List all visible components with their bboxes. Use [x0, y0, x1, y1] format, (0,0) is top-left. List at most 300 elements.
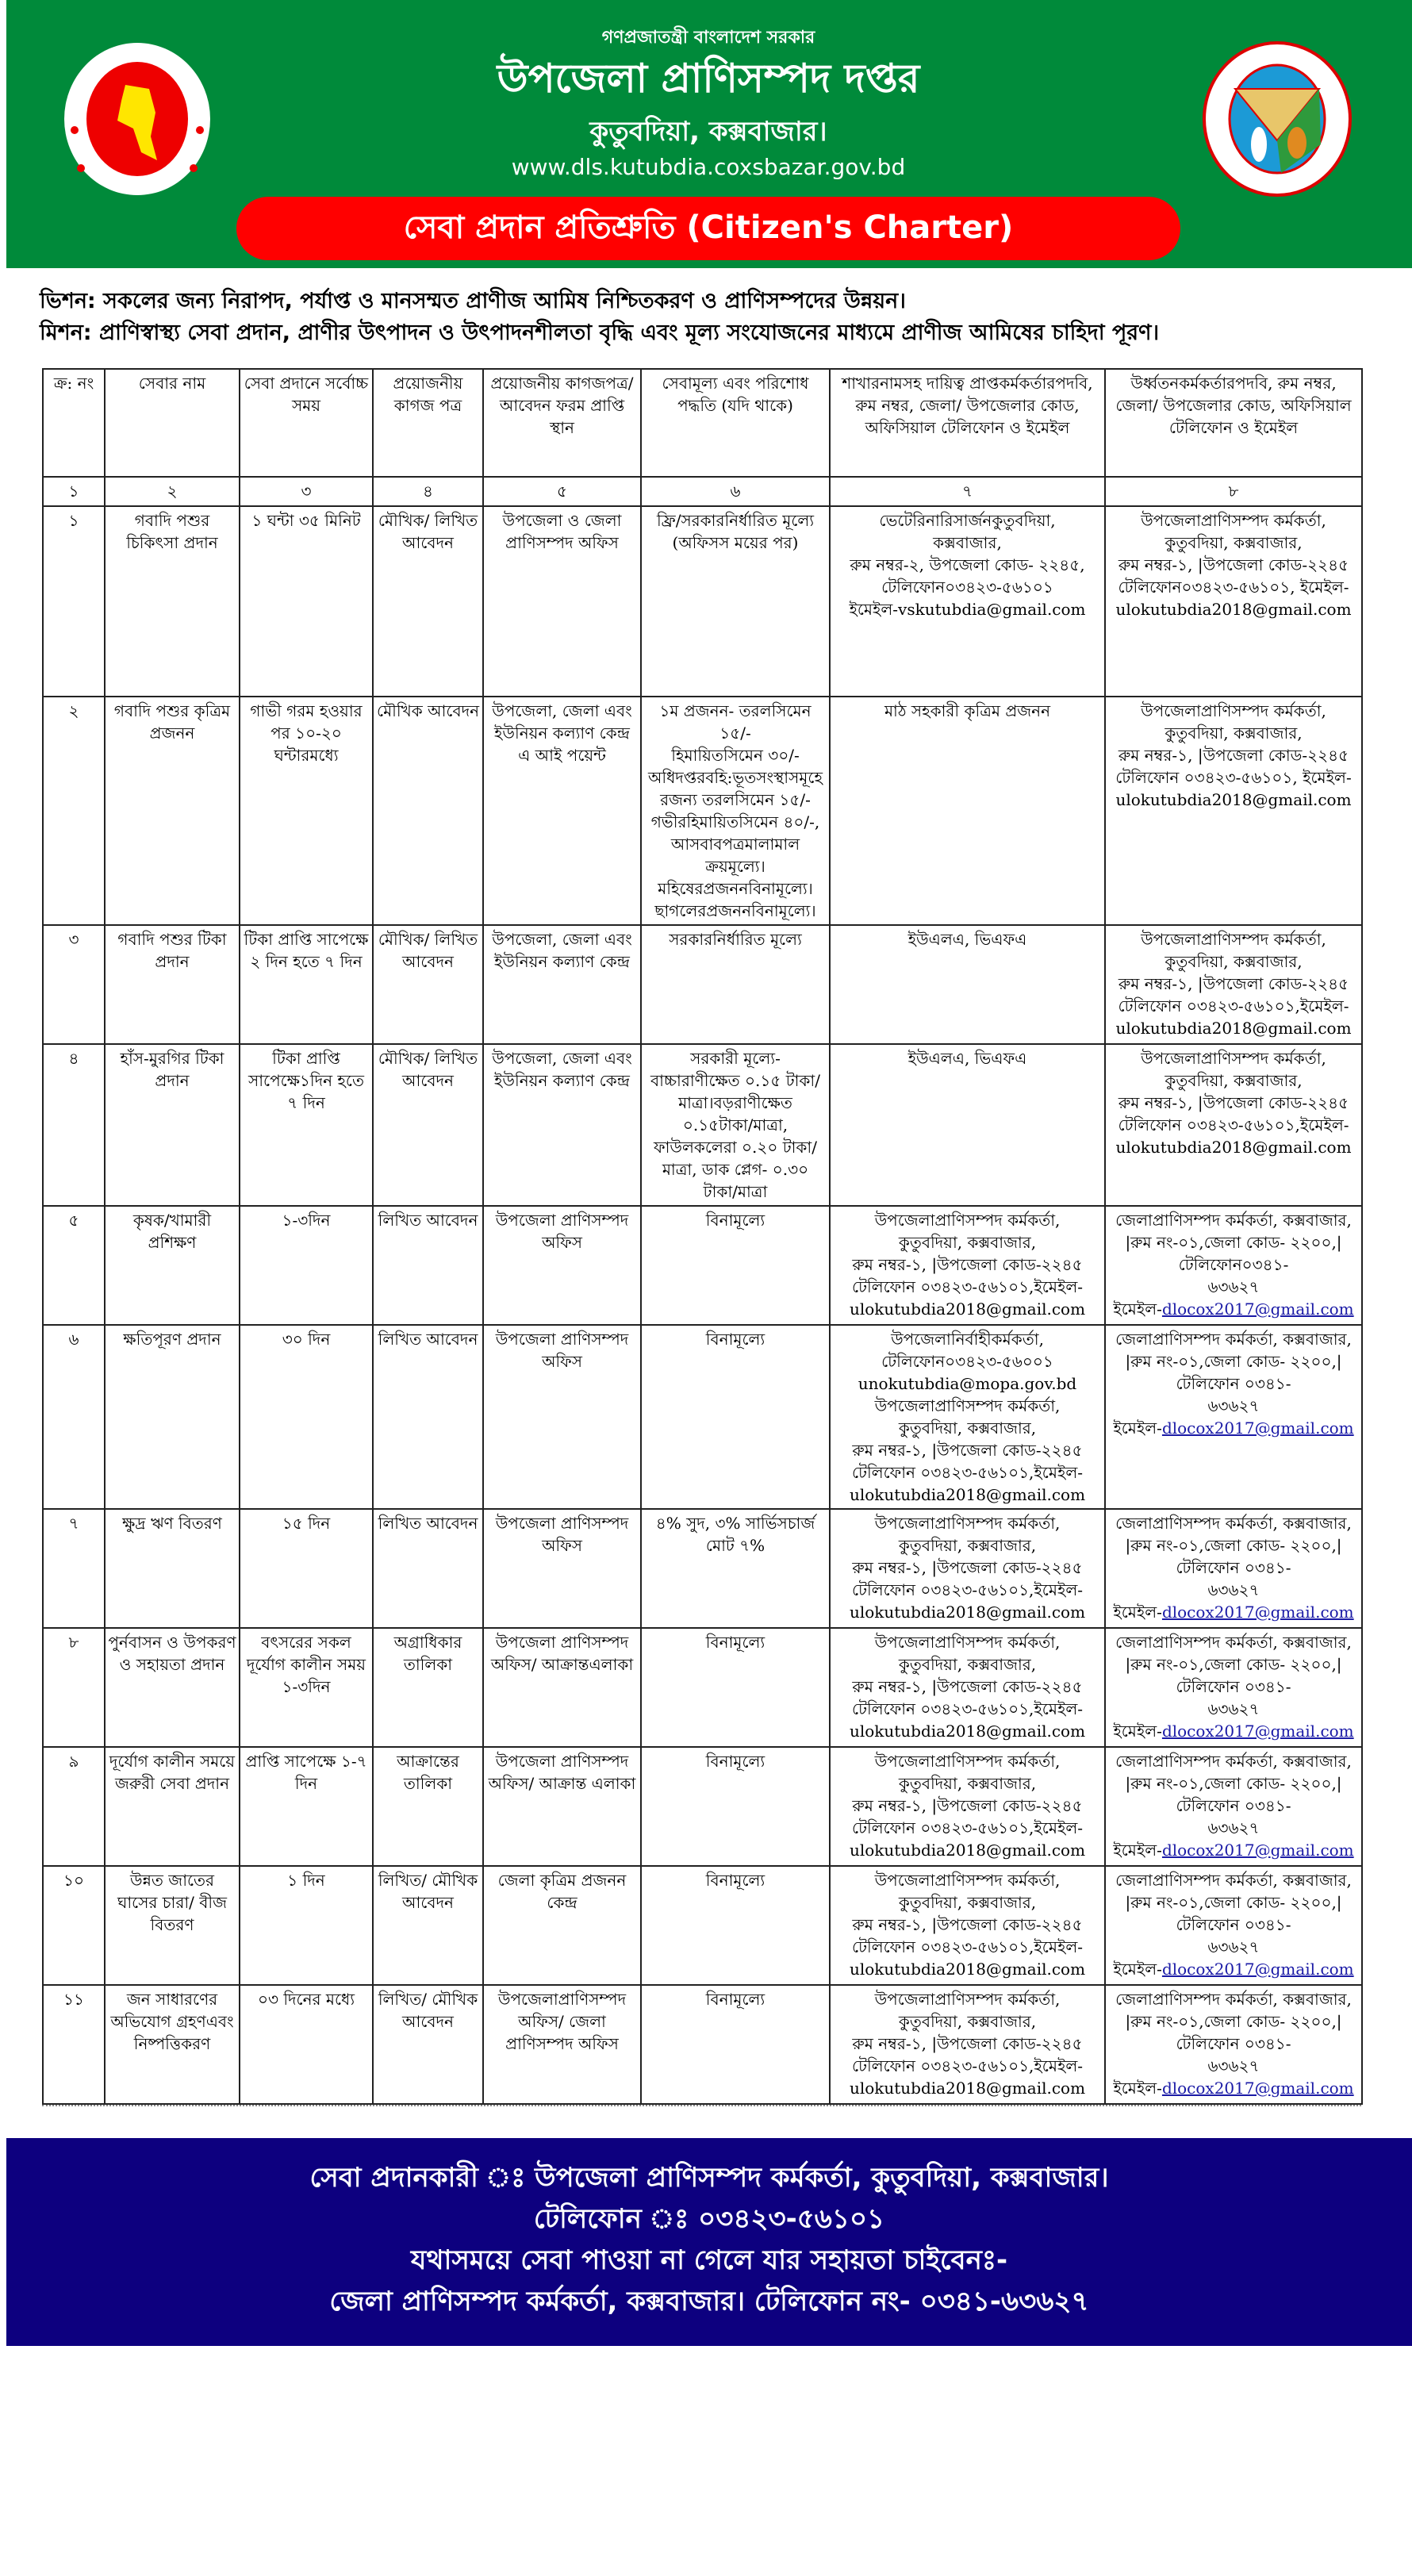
service-provider: সেবা প্রদানকারী ঃ উপজেলা প্রাণিসম্পদ কর্মকর্তা, কুতুবদিয়া, কক্সবাজার। [309, 2162, 1109, 2194]
cell-text: লিখিত আবেদন [378, 1514, 478, 1533]
cell-text: ১ম প্রজনন- তরলসিমেন ১৫/- [659, 701, 812, 743]
serial-cell [43, 1206, 105, 1325]
cell-text: লিখিত আবেদন [378, 1330, 478, 1349]
vision-text: ভিশন: সকলের জন্য নিরাপদ, পর্যাপ্ত ও মানসম্মত প্রাণীজ আমিষ নিশ্চিতকরণ ও প্রাণিসম্পদের উন্নয়ন। [40, 289, 906, 313]
cell-text: ইমেইল- [1113, 1722, 1162, 1741]
cell-text: কুতুবদিয়া, কক্সবাজার, [898, 1893, 1037, 1912]
cell-text: উন্নত জাতের ঘাসের চারা/ বীজ বিতরণ [117, 1871, 227, 1934]
email-link[interactable]: dlocox2017@gmail.com [1161, 1722, 1354, 1741]
cell-text: ইউএলএ, ভিএফএ [907, 1049, 1027, 1068]
cell-text: উপজেলা প্রাণিসম্পদ অফিস [495, 1330, 629, 1371]
application-location-cell [483, 1509, 641, 1628]
cell-text: লিখিত/ মৌখিক আবেদন [378, 1990, 478, 2031]
cell-text: কক্সবাজার, [933, 533, 1002, 552]
cell-text: unokutubdia@mopa.gov.bd [858, 1374, 1077, 1393]
cell-text: রুম নম্বর-১, |উপজেলা কোড-২২৪৫ [1118, 1093, 1349, 1112]
required-documents-cell [373, 1509, 483, 1628]
required-documents-cell [373, 506, 483, 697]
cell-text: রুম নম্বর-১, |উপজেলা কোড-২২৪৫ [852, 1441, 1083, 1460]
responsible-officer-cell [830, 1628, 1105, 1747]
service-name-cell [105, 1866, 240, 1985]
cell-text: উপজেলাপ্রাণিসম্পদ কর্মকর্তা, [874, 1990, 1061, 2009]
cell-text: বিনামূল্যে [705, 1871, 765, 1890]
cell-text: ৬৩৬২৭ [1207, 1699, 1260, 1718]
column-number: ১ [43, 477, 105, 506]
application-location-cell [483, 1325, 641, 1509]
cell-text: হিমায়িতসিমেন ৩০/- [671, 746, 800, 765]
serial-cell [43, 1628, 105, 1747]
max-time-cell [240, 1985, 373, 2104]
cell-line [1108, 1298, 1359, 1320]
cell-text: ulokutubdia2018@gmail.com [849, 1485, 1086, 1504]
cell-text: |রুম নং-০১,জেলা কোড- ২২০০,|টেলিফোন ০৩৪১- [1125, 1536, 1342, 1577]
application-location-cell [483, 1206, 641, 1325]
cell-text: ১১ [63, 1990, 84, 2009]
cell-text: ৬ [68, 1330, 79, 1349]
cell-text: উপজেলাপ্রাণিসম্পদ কর্মকর্তা, [874, 1752, 1061, 1771]
cell-text: পুর্নবাসন ও উপকরণ ও সহায়তা প্রদান [108, 1633, 236, 1674]
cell-text: টিকা প্রাপ্তি সাপেক্ষে ২ দিন হতে ৭ দিন [244, 930, 369, 971]
cell-text: ulokutubdia2018@gmail.com [1115, 790, 1352, 809]
cell-text: ইউএলএ, ভিএফএ [907, 930, 1027, 949]
serial-cell [43, 1985, 105, 2104]
cell-line [1108, 1958, 1359, 1980]
cell-text: উপজেলাপ্রাণিসম্পদ কর্মকর্তা, [1141, 511, 1326, 530]
cell-text: ইমেইল- [1113, 1841, 1162, 1860]
supervisor-officer-cell [1105, 697, 1362, 925]
supervisor-officer-cell [1105, 506, 1362, 697]
cell-line [1108, 2077, 1359, 2099]
email-link[interactable]: dlocox2017@gmail.com [1161, 1419, 1354, 1438]
cell-text: টেলিফোন ০৩৪২৩-৫৬১০১, ইমেইল- [1115, 768, 1352, 787]
cell-text: উপজেলাপ্রাণিসম্পদ কর্মকর্তা, [1141, 701, 1326, 720]
required-documents-cell [373, 1044, 483, 1206]
cell-text: উপজেলা প্রাণিসম্পদ অফিস [495, 1211, 629, 1252]
email-link[interactable]: dlocox2017@gmail.com [1161, 1603, 1354, 1622]
application-location-cell [483, 1985, 641, 2104]
cell-text: ১ ঘন্টা ৩৫ মিনিট [251, 511, 361, 530]
cell-text: বিনামূল্যে [705, 1752, 765, 1771]
serial-cell [43, 925, 105, 1044]
cell-text: ১ [68, 511, 79, 530]
required-documents-cell [373, 1747, 483, 1866]
cell-text: রুম নম্বর-১, |উপজেলা কোড-২২৪৫ [852, 1677, 1083, 1696]
cell-text: |রুম নং-০১,জেলা কোড- ২২০০,|টেলিফোন ০৩৪১- [1125, 2012, 1342, 2053]
service-name-cell [105, 1325, 240, 1509]
cell-text: মাঠ সহকারী কৃত্রিম প্রজনন [884, 701, 1051, 720]
cell-text: টেলিফোন ০৩৪২৩-৫৬১০১,ইমেইল- [851, 1937, 1084, 1956]
email-link[interactable]: dlocox2017@gmail.com [1161, 1841, 1354, 1860]
cell-text: কুতুবদিয়া, কক্সবাজার, [898, 1655, 1037, 1674]
cell-text: |রুম নং-০১,জেলা কোড- ২২০০,|টেলিফোন ০৩৪১- [1125, 1774, 1342, 1815]
max-time-cell [240, 1628, 373, 1747]
email-link[interactable]: dlocox2017@gmail.com [1161, 1300, 1354, 1319]
column-header-7: শাখারনামসহ দায়িত্ব প্রাপ্তকর্মকর্তারপদবি, রুম নম্বর, জেলা/ উপজেলার কোড, অফিসিয়াল টেলিফোন ও ইমেইল [830, 369, 1105, 477]
cell-text: ulokutubdia2018@gmail.com [849, 1960, 1086, 1979]
responsible-officer-cell [830, 697, 1105, 925]
serial-cell [43, 1509, 105, 1628]
table-row [43, 1985, 1362, 2104]
application-location-cell [483, 1044, 641, 1206]
cell-text: বিনামূল্যে [705, 1330, 765, 1349]
application-location-cell [483, 1866, 641, 1985]
column-number: ৮ [1105, 477, 1362, 506]
provider-phone: টেলিফোন ঃ ০৩৪২৩-৫৬১০১ [533, 2203, 885, 2235]
service-name-cell [105, 1747, 240, 1866]
required-documents-cell [373, 1206, 483, 1325]
cell-text: বিনামূল্যে [705, 1211, 765, 1230]
cell-text: লিখিত আবেদন [378, 1211, 478, 1230]
cell-line [1108, 1839, 1359, 1861]
cell-text: ৬৩৬২৭ [1207, 1277, 1260, 1296]
cell-text: ফ্রি/সরকারনির্ধারিত মূল্যে (অফিসস ময়ের পর) [656, 511, 815, 552]
cell-text: কুতুবদিয়া, কক্সবাজার, [1165, 724, 1303, 743]
cell-text: জেলাপ্রাণিসম্পদ কর্মকর্তা, কক্সবাজার, [1115, 1633, 1352, 1652]
table-row [43, 1628, 1362, 1747]
cell-text: ১০ [63, 1871, 84, 1890]
cell-text: ৪% সুদ, ৩% সার্ভিসচার্জ মোট ৭% [655, 1514, 815, 1555]
service-charter-table [42, 368, 1363, 2105]
required-documents-cell [373, 1325, 483, 1509]
cell-text: উপজেলাপ্রাণিসম্পদ কর্মকর্তা, [874, 1871, 1061, 1890]
max-time-cell [240, 1747, 373, 1866]
cell-text: ulokutubdia2018@gmail.com [849, 1300, 1086, 1319]
responsible-officer-cell [830, 1866, 1105, 1985]
column-header-2: সেবার নাম [105, 369, 240, 477]
serial-cell [43, 697, 105, 925]
responsible-officer-cell [830, 1325, 1105, 1509]
service-name-cell [105, 506, 240, 697]
cell-text: ulokutubdia2018@gmail.com [849, 1603, 1086, 1622]
required-documents-cell [373, 697, 483, 925]
escalation-note: যথাসময়ে সেবা পাওয়া না গেলে যার সহায়তা চাইবেনঃ- [410, 2244, 1008, 2276]
column-number: ৬ [641, 477, 830, 506]
supervisor-officer-cell [1105, 1747, 1362, 1866]
cell-text: রুম নম্বর-১, |উপজেলা কোড-২২৪৫ [1118, 746, 1349, 765]
cell-text: ৮ [68, 1633, 79, 1652]
footer-banner [6, 2138, 1412, 2346]
cell-text: টেলিফোন ০৩৪২৩-৫৬১০১,ইমেইল- [851, 1699, 1084, 1718]
table-row [43, 506, 1362, 697]
service-name-cell [105, 1509, 240, 1628]
cell-line [1108, 1601, 1359, 1623]
bangladesh-government-seal-logo [62, 41, 213, 197]
cell-text: ৪ [68, 1049, 79, 1068]
government-name: গণপ্রজাতন্ত্রী বাংলাদেশ সরকার [601, 28, 815, 48]
cell-text: কৃষক/খামারী প্রশিক্ষণ [132, 1211, 212, 1252]
supervisor-officer-cell [1105, 925, 1362, 1044]
cell-text: উপজেলাপ্রাণিসম্পদ কর্মকর্তা, [1141, 930, 1326, 949]
responsible-officer-cell [830, 1044, 1105, 1206]
cell-text: ৫ [68, 1211, 79, 1230]
cell-text: উপজেলা, জেলা এবং ইউনিয়ন কল্যাণ কেন্দ্র [492, 1049, 632, 1090]
cell-text: অগ্রাধিকার তালিকা [393, 1633, 462, 1674]
cell-text: ৬৩৬২৭ [1207, 1396, 1260, 1415]
column-header-8: উর্ধ্বতনকর্মকর্তারপদবি, রুম নম্বর, জেলা/ উপজেলার কোড, অফিসিয়াল টেলিফোন ও ইমেইল [1105, 369, 1362, 477]
cell-text: কুতুবদিয়া, কক্সবাজার, [1165, 533, 1303, 552]
service-fee-cell [641, 1985, 830, 2104]
cell-text: জেলাপ্রাণিসম্পদ কর্মকর্তা, কক্সবাজার, [1115, 1211, 1352, 1230]
cell-text: ভেটেরিনারিসার্জনকুতুবদিয়া, [879, 511, 1056, 530]
max-time-cell [240, 1044, 373, 1206]
service-fee-cell [641, 697, 830, 925]
cell-text: ইমেইল- [1113, 2079, 1162, 2098]
cell-text: ক্ষুদ্র ঋণ বিতরণ [122, 1514, 222, 1533]
max-time-cell [240, 506, 373, 697]
max-time-cell [240, 1866, 373, 1985]
cell-line [1108, 1720, 1359, 1742]
cell-text: সরকারনির্ধারিত মূল্যে [669, 930, 802, 949]
table-row [43, 1747, 1362, 1866]
responsible-officer-cell [830, 1509, 1105, 1628]
column-header-1: ক্র: নং [43, 369, 105, 477]
cell-text: ১৫ দিন [282, 1514, 331, 1533]
email-link[interactable]: dlocox2017@gmail.com [1161, 2079, 1354, 2098]
cell-text: আক্রান্তের তালিকা [397, 1752, 459, 1793]
cell-text: ৬৩৬২৭ [1207, 2056, 1260, 2075]
cell-text: টেলিফোন০৩৪২৩-৫৬০০১ [881, 1352, 1053, 1371]
supervisor-officer-cell [1105, 1866, 1362, 1985]
cell-text: উপজেলানির্বাহীকর্মকর্তা, [891, 1330, 1044, 1349]
cell-text: ইমেইল- [1113, 1960, 1162, 1979]
supervisor-officer-cell [1105, 1509, 1362, 1628]
livestock-department-logo [1202, 41, 1353, 197]
cell-text: লিখিত/ মৌখিক আবেদন [378, 1871, 478, 1912]
cell-text: উপজেলা প্রাণিসম্পদ অফিস [495, 1514, 629, 1555]
responsible-officer-cell [830, 506, 1105, 697]
cell-text: ৬৩৬২৭ [1207, 1580, 1260, 1599]
column-number: ৫ [483, 477, 641, 506]
cell-text: উপজেলাপ্রাণিসম্পদ কর্মকর্তা, [874, 1514, 1061, 1533]
required-documents-cell [373, 925, 483, 1044]
cell-text: ulokutubdia2018@gmail.com [1115, 1019, 1352, 1038]
max-time-cell [240, 1509, 373, 1628]
max-time-cell [240, 1206, 373, 1325]
cell-text: বিনামূল্যে [705, 1990, 765, 2009]
cell-text: টেলিফোন ০৩৪২৩-৫৬১০১,ইমেইল- [1118, 996, 1349, 1015]
cell-text: ১-৩দিন [282, 1211, 331, 1230]
responsible-officer-cell [830, 1206, 1105, 1325]
cell-text: কুতুবদিয়া, কক্সবাজার, [898, 1419, 1037, 1438]
cell-text: মৌখিক/ লিখিত আবেদন [378, 930, 478, 971]
cell-text: রুম নম্বর-১, |উপজেলা কোড-২২৪৫ [852, 1915, 1083, 1934]
cell-text: হাঁস-মুরগির টিকা প্রদান [120, 1049, 224, 1090]
cell-text: উপজেলাপ্রাণিসম্পদ কর্মকর্তা, [874, 1211, 1061, 1230]
cell-text: |রুম নং-০১,জেলা কোড- ২২০০,|টেলিফোন ০৩৪১- [1125, 1655, 1342, 1696]
cell-text: কুতুবদিয়া, কক্সবাজার, [898, 1536, 1037, 1555]
cell-text: উপজেলাপ্রাণিসম্পদ কর্মকর্তা, [1141, 1049, 1326, 1068]
cell-text: রুম নম্বর-১, |উপজেলা কোড-২২৪৫ [852, 1796, 1083, 1815]
cell-text: জেলাপ্রাণিসম্পদ কর্মকর্তা, কক্সবাজার, [1115, 1871, 1352, 1890]
cell-text: ইমেইল-vskutubdia@gmail.com [849, 600, 1086, 619]
cell-line [1108, 1417, 1359, 1439]
max-time-cell [240, 925, 373, 1044]
cell-text: টেলিফোন০৩৪২৩-৫৬১০১, ইমেইল- [1118, 578, 1349, 597]
cell-text: কুতুবদিয়া, কক্সবাজার, [1165, 1071, 1303, 1090]
required-documents-cell [373, 1985, 483, 2104]
cell-text: টেলিফোন ০৩৪২৩-৫৬১০১,ইমেইল- [851, 1818, 1084, 1837]
service-fee-cell [641, 506, 830, 697]
service-name-cell [105, 1206, 240, 1325]
service-fee-cell [641, 1325, 830, 1509]
serial-cell [43, 1747, 105, 1866]
cell-text: টেলিফোন ০৩৪২৩-৫৬১০১,ইমেইল- [851, 1580, 1084, 1599]
cell-text: উপজেলাপ্রাণিসম্পদ অফিস/ জেলা প্রাণিসম্পদ অফিস [497, 1990, 627, 2053]
cell-text: টেলিফোন০৩৪২৩-৫৬১০১ [881, 578, 1053, 597]
cell-text: ৬৩৬২৭ [1207, 1937, 1260, 1956]
cell-text: উপজেলা ও জেলা প্রাণিসম্পদ অফিস [502, 511, 622, 552]
cell-text: রুম নম্বর-১, |উপজেলা কোড-২২৪৫ [1118, 974, 1349, 993]
citizen-charter-title: সেবা প্রদান প্রতিশ্রুতি (Citizen's Charter) [236, 197, 1180, 260]
column-number: ৪ [373, 477, 483, 506]
cell-text: টেলিফোন ০৩৪২৩-৫৬১০১,ইমেইল- [851, 2056, 1084, 2075]
application-location-cell [483, 1628, 641, 1747]
service-fee-cell [641, 1206, 830, 1325]
cell-text: উপজেলা প্রাণিসম্পদ অফিস/ আক্রান্তএলাকা [490, 1633, 634, 1674]
cell-text: ৭ [68, 1514, 79, 1533]
column-header-3: সেবা প্রদানে সর্বোচ্চ সময় [240, 369, 373, 477]
cell-text: দূর্যোগ কালীন সময়ে জরুরী সেবা প্রদান [109, 1752, 236, 1793]
email-link[interactable]: dlocox2017@gmail.com [1161, 1960, 1354, 1979]
column-number: ৭ [830, 477, 1105, 506]
service-fee-cell [641, 1747, 830, 1866]
application-location-cell [483, 1747, 641, 1866]
cell-text: ১ দিন [287, 1871, 325, 1890]
cell-text: মৌখিক/ লিখিত আবেদন [378, 511, 478, 552]
table-bottom-divider [42, 2105, 1361, 2106]
serial-cell [43, 1866, 105, 1985]
supervisor-officer-cell [1105, 1628, 1362, 1747]
mission-text: মিশন: প্রাণিস্বাস্থ্য সেবা প্রদান, প্রাণীর উৎপাদন ও উৎপাদনশীলতা বৃদ্ধি এবং মূল্য সংযোজনের মাধ্যমে প্রাণীজ আমিষের চাহিদা পূরণ। [40, 321, 1160, 345]
cell-text: টিকা প্রাপ্তি সাপেক্ষে১দিন হতে ৭ দিন [248, 1049, 364, 1112]
cell-text: ulokutubdia2018@gmail.com [1115, 600, 1352, 619]
cell-text: প্রাপ্তি সাপেক্ষে ১-৭ দিন [245, 1752, 367, 1793]
responsible-officer-cell [830, 925, 1105, 1044]
column-header-6: সেবামূল্য এবং পরিশোধ পদ্ধতি (যদি থাকে) [641, 369, 830, 477]
table-row [43, 1044, 1362, 1206]
header-banner [6, 0, 1412, 268]
cell-text: বৎসরের সকল দূর্যোগ কালীন সময় ১-৩দিন [246, 1633, 366, 1696]
cell-text: রুম নম্বর-১, |উপজেলা কোড-২২৪৫ [852, 2034, 1083, 2053]
cell-text: গাভী গরম হওয়ার পর ১০-২০ ঘন্টারমধ্যে [250, 701, 363, 765]
cell-text: ৯ [68, 1752, 79, 1771]
serial-cell [43, 1325, 105, 1509]
column-number-row [43, 477, 1362, 506]
cell-text: রুম নম্বর-১, |উপজেলা কোড-২২৪৫ [1118, 555, 1349, 574]
cell-text: কুতুবদিয়া, কক্সবাজার, [898, 2012, 1037, 2031]
cell-text: ছাগলেরপ্রজননবিনামূল্যে। [654, 901, 816, 920]
cell-text: ২ [68, 701, 79, 720]
cell-text: উপজেলাপ্রাণিসম্পদ কর্মকর্তা, [874, 1633, 1061, 1652]
cell-text: |রুম নং-০১,জেলা কোড- ২২০০,|টেলিফোন০৩৪১- [1125, 1233, 1342, 1274]
cell-text: টেলিফোন ০৩৪২৩-৫৬১০১,ইমেইল- [1118, 1115, 1349, 1134]
cell-text: উপজেলা প্রাণিসম্পদ অফিস/ আক্রান্ত এলাকা [488, 1752, 636, 1793]
cell-text: গভীরহিমায়িতসিমেন ৪০/-, [650, 812, 820, 831]
cell-text: জেলাপ্রাণিসম্পদ কর্মকর্তা, কক্সবাজার, [1115, 1330, 1352, 1349]
application-location-cell [483, 506, 641, 697]
cell-text: গবাদি পশুর টিকা প্রদান [117, 930, 227, 971]
column-header-4: প্রয়োজনীয় কাগজ পত্র [373, 369, 483, 477]
cell-text: ৩ [68, 930, 79, 949]
max-time-cell [240, 697, 373, 925]
cell-text: মৌখিক/ লিখিত আবেদন [378, 1049, 478, 1090]
column-number: ২ [105, 477, 240, 506]
supervisor-officer-cell [1105, 1325, 1362, 1509]
cell-text: ৩০ দিন [282, 1330, 331, 1349]
cell-text: জন সাধারণের অভিযোগ গ্রহণএবং নিষ্পত্তিকরণ [110, 1990, 234, 2053]
required-documents-cell [373, 1628, 483, 1747]
cell-text: জেলাপ্রাণিসম্পদ কর্মকর্তা, কক্সবাজার, [1115, 1514, 1352, 1533]
table-row [43, 1866, 1362, 1985]
cell-text: |রুম নং-০১,জেলা কোড- ২২০০,|টেলিফোন ০৩৪১- [1125, 1893, 1342, 1934]
service-fee-cell [641, 1628, 830, 1747]
cell-text: ইমেইল- [1113, 1603, 1162, 1622]
responsible-officer-cell [830, 1985, 1105, 2104]
service-fee-cell [641, 1509, 830, 1628]
table-row [43, 697, 1362, 925]
cell-text: কুতুবদিয়া, কক্সবাজার, [898, 1774, 1037, 1793]
column-header-5: প্রয়োজনীয় কাগজপত্র/ আবেদন ফরম প্রাপ্তি স্থান [483, 369, 641, 477]
cell-text: জেলাপ্রাণিসম্পদ কর্মকর্তা, কক্সবাজার, [1115, 1752, 1352, 1771]
cell-text: ulokutubdia2018@gmail.com [849, 1722, 1086, 1741]
cell-text: রুম নম্বর-১, |উপজেলা কোড-২২৪৫ [852, 1255, 1083, 1274]
table-header-row [43, 369, 1362, 477]
service-name-cell [105, 1985, 240, 2104]
serial-cell [43, 506, 105, 697]
cell-text: ulokutubdia2018@gmail.com [1115, 1138, 1352, 1157]
cell-text: ৬৩৬২৭ [1207, 1818, 1260, 1837]
cell-text: রুম নম্বর-১, |উপজেলা কোড-২২৪৫ [852, 1558, 1083, 1577]
supervisor-officer-cell [1105, 1985, 1362, 2104]
office-location: কুতুবদিয়া, কক্সবাজার। [589, 116, 827, 148]
cell-text: জেলা কৃত্রিম প্রজনন কেন্দ্র [497, 1871, 627, 1912]
cell-text: গবাদি পশুর চিকিৎসা প্রদান [126, 511, 218, 552]
cell-text: রুম নম্বর-২, উপজেলা কোড- ২২৪৫, [850, 555, 1085, 574]
cell-text: উপজেলাপ্রাণিসম্পদ কর্মকর্তা, [874, 1396, 1061, 1415]
service-name-cell [105, 697, 240, 925]
cell-text: মহিষেরপ্রজননবিনামূল্যে। [658, 879, 813, 898]
cell-text: আসবাবপত্রমালামাল ক্রয়মূল্যে। [670, 835, 800, 876]
table-row [43, 1325, 1362, 1509]
cell-text: ইমেইল- [1113, 1300, 1162, 1319]
required-documents-cell [373, 1866, 483, 1985]
website-url[interactable]: www.dls.kutubdia.coxsbazar.gov.bd [511, 154, 906, 180]
table-row [43, 1206, 1362, 1325]
vision-mission [40, 286, 1388, 349]
supervisor-officer-cell [1105, 1044, 1362, 1206]
service-fee-cell [641, 925, 830, 1044]
table-row [43, 925, 1362, 1044]
service-fee-cell [641, 1866, 830, 1985]
service-name-cell [105, 1044, 240, 1206]
max-time-cell [240, 1325, 373, 1509]
column-number: ৩ [240, 477, 373, 506]
cell-text: টেলিফোন ০৩৪২৩-৫৬১০১,ইমেইল- [851, 1277, 1084, 1296]
application-location-cell [483, 697, 641, 925]
cell-text: টেলিফোন ০৩৪২৩-৫৬১০১,ইমেইল- [851, 1463, 1084, 1482]
cell-text: ০৩ দিনের মধ্যে [257, 1990, 355, 2009]
service-fee-cell [641, 1044, 830, 1206]
supervisor-officer-cell [1105, 1206, 1362, 1325]
cell-text: ক্ষতিপূরণ প্রদান [123, 1330, 221, 1349]
cell-text: ইমেইল- [1113, 1419, 1162, 1438]
service-name-cell [105, 1628, 240, 1747]
office-title: উপজেলা প্রাণিসম্পদ দপ্তর [497, 56, 920, 102]
application-location-cell [483, 925, 641, 1044]
cell-text: সরকারী মূল্যে- বাচ্চারাণীক্ষেত ০.১৫ টাকা/মাত্রা।বড়রাণীক্ষেত ০.১৫টাকা/মাত্রা, ফাউলকলেরা ০.২০ টাকা/মাত্রা, ডাক প্লেগ- ০.৩০ টাকা/মাত্রা [650, 1049, 820, 1201]
cell-text: উপজেলা, জেলা এবং ইউনিয়ন কল্যাণ কেন্দ্র এ আই পয়েন্ট [492, 701, 632, 765]
cell-text: কুতুবদিয়া, কক্সবাজার, [898, 1233, 1037, 1252]
